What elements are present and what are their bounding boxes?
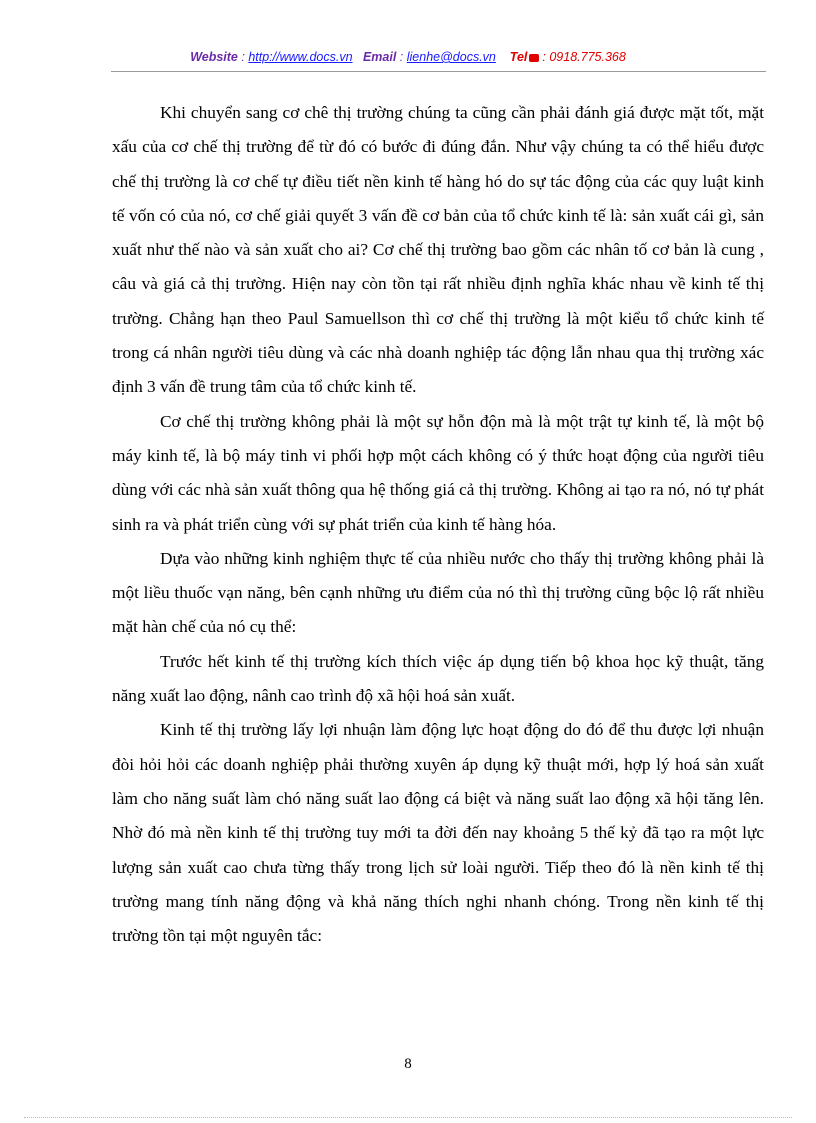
paragraph-5: Kinh tế thị trường lấy lợi nhuận làm động lực hoạt động do đó để thu được lợi nhuận đòi hỏi hỏi các doanh nghiệp phải thường xuyên áp dụng kỹ thuật mới, hợp lý hoá sản xuất làm cho năng suất làm chó năng suất lao động cá biệt và năng suất lao động xã hội tăng lên. Nhờ đó mà nền kinh tế thị trường tuy mới ta đời đến nay khoảng 5 thế kỷ đã tạo ra một lực lượng sản xuất cao chưa từng thấy trong lịch sử loài người. Tiếp theo đó là nền kinh tế thị trường mang tính năng động và khả năng thích nghi nhanh chóng. Trong nền kinh tế thị trường tồn tại một nguyên tắc: <box>112 720 764 946</box>
website-link[interactable]: http://www.docs.vn <box>248 50 353 64</box>
header-divider <box>111 71 766 72</box>
email-label: Email <box>362 50 397 64</box>
paragraph-2: Cơ chế thị trường không phải là một sự hỗn độn mà là một trật tự kinh tế, là một bộ máy kinh tế, là bộ máy tinh vi phối hợp một cách không có ý thức hoạt động của người tiêu dùng với các nhà sản xuất thông qua hệ thống giá cả thị trường. Không ai tạo ra nó, nó tự phát sinh ra và phát triển cùng với sự phát triển của kinh tế hàng hóa. <box>112 411 764 534</box>
telephone-icon <box>529 54 539 62</box>
page-header <box>0 50 816 64</box>
paragraph-4: Trước hết kinh tế thị trường kích thích việc áp dụng tiến bộ khoa học kỹ thuật, tăng năng xuất lao động, nânh cao trình độ xã hội hoá sản xuất. <box>112 651 764 706</box>
tel-number: 0918.775.368 <box>549 50 626 64</box>
email-separator: : <box>396 50 407 64</box>
email-link[interactable]: lienhe@docs.vn <box>406 50 496 64</box>
website-label: Website <box>190 50 238 64</box>
page-number: 8 <box>404 1056 412 1072</box>
tel-label: Tel <box>509 50 528 64</box>
paragraph-1: Khi chuyển sang cơ chê thị trường chúng ta cũng cần phải đánh giá được mặt tốt, mặt xấu của cơ chế thị trường để từ đó có bước đi đúng đắn. Như vậy chúng ta có thể hiểu được chế thị trường là cơ chế tự điều tiết nền kinh tế hàng hó do sự tác động của các quy luật kinh tế vốn có của nó, cơ chế giải quyết 3 vấn đề cơ bản của tổ chức kinh tế là: sản xuất cái gì, sản xuất như thế nào và sản xuất cho ai? Cơ chế thị trường bao gồm các nhân tố cơ bản là cung , câu và giá cả thị trường. Hiện nay còn tồn tại rất nhiều định nghĩa khác nhau về kinh tế thị trường. Chẳng hạn theo Paul Samuellson thì cơ chế thị trường là một kiểu tổ chức kinh tế trong cá nhân người tiêu dùng và các nhà doanh nghiệp tác động lẫn nhau qua thị trường xác định 3 vấn đề trung tâm của tổ chức kinh tế. <box>112 103 764 397</box>
page-bottom-border <box>24 1117 792 1118</box>
website-separator: : <box>237 50 249 64</box>
paragraph-3: Dựa vào những kinh nghiệm thực tế của nhiều nước cho thấy thị trường không phải là một liều thuốc vạn năng, bên cạnh những ưu điểm của nó thì thị trường cũng bộc lộ rất nhiều mặt hàn chế của nó cụ thể: <box>112 548 764 637</box>
tel-separator: : <box>542 50 550 64</box>
document-body <box>112 96 764 953</box>
